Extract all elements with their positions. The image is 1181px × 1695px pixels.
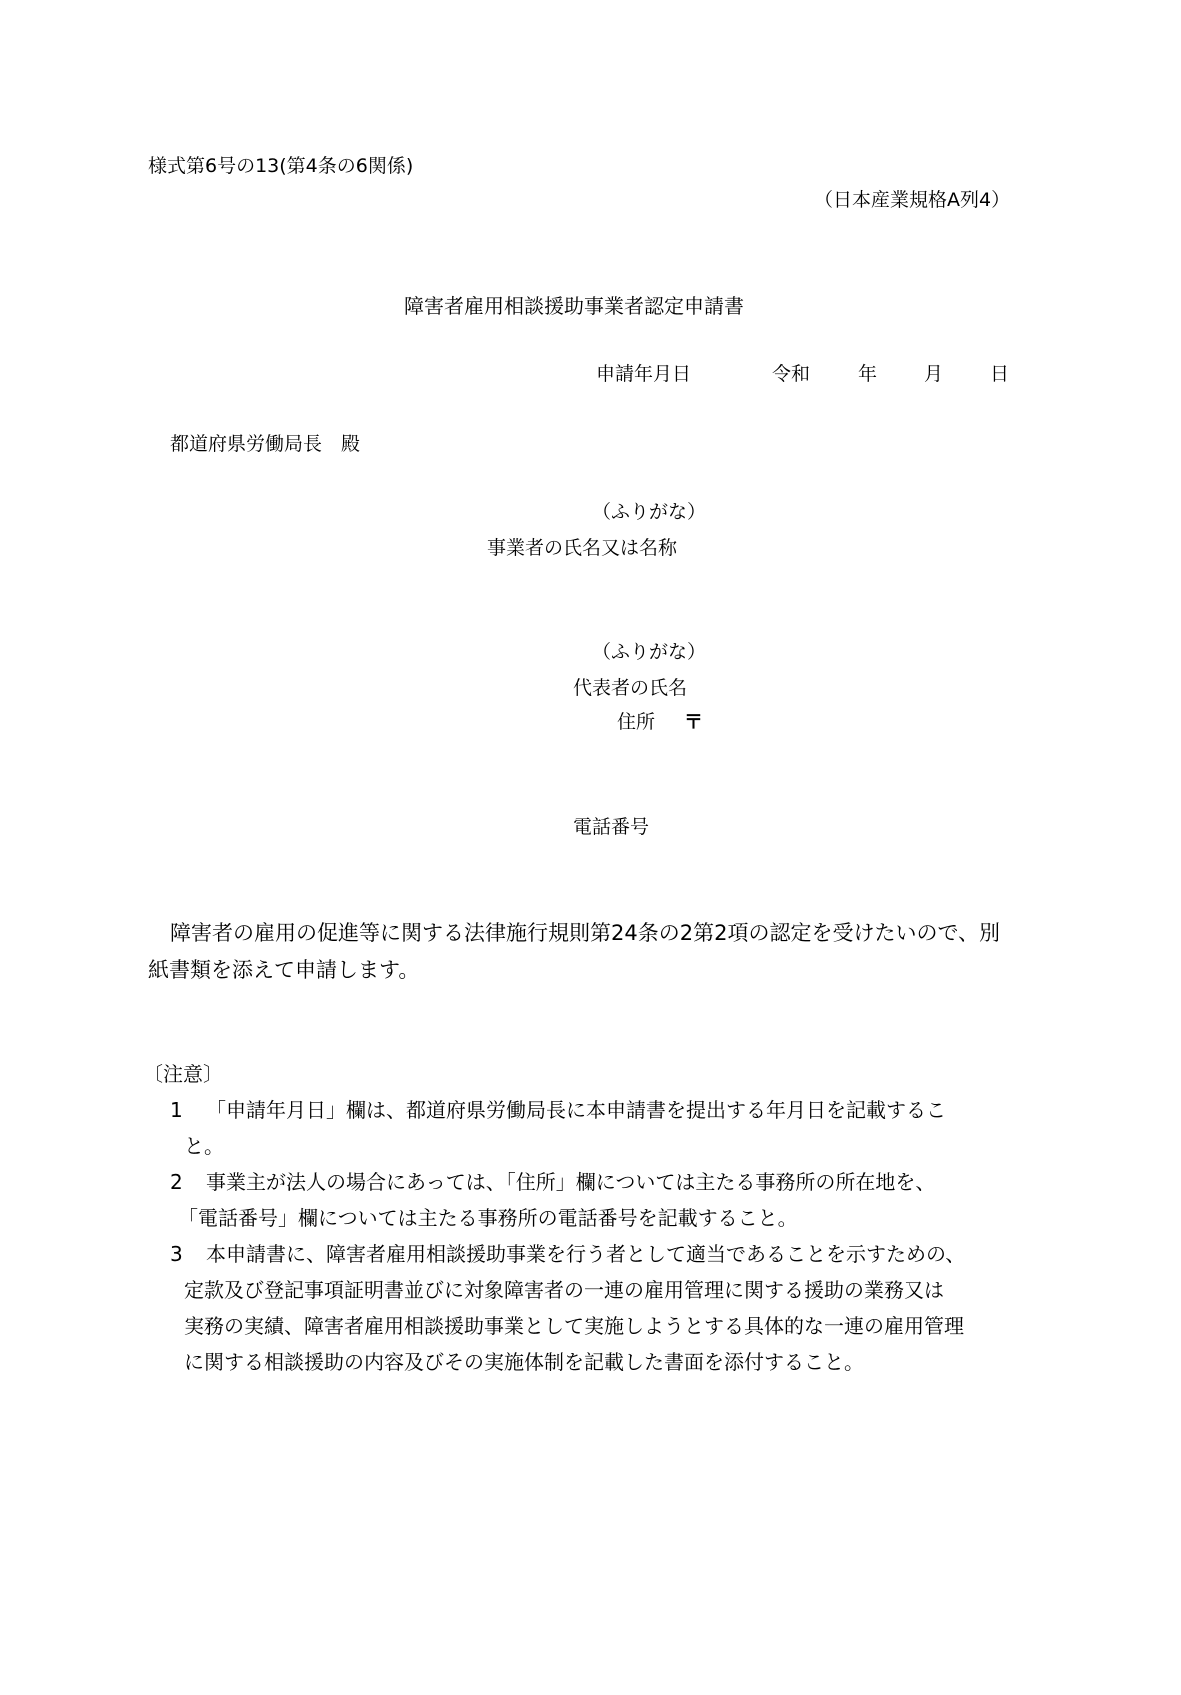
date-era: 令和 xyxy=(772,363,811,385)
address-label: 住所 xyxy=(617,711,656,733)
date-day: 日 xyxy=(990,363,1010,385)
note-text: 事業主が法人の場合にあっては、「住所」欄については主たる事務所の所在地を、 xyxy=(206,1170,936,1194)
date-label: 申請年月日 xyxy=(596,363,692,385)
note-text: 「申請年月日」欄は、都道府県労働局長に本申請書を提出する年月日を記載するこ xyxy=(206,1098,946,1122)
date-month: 月 xyxy=(924,363,944,385)
note-item xyxy=(148,1236,1038,1380)
furigana-label-representative: （ふりがな） xyxy=(592,641,707,663)
note-text: と。 xyxy=(184,1134,224,1158)
statement-line-1: 障害者の雇用の促進等に関する法律施行規則第24条の2第2項の認定を受けたいので、別 xyxy=(170,921,1001,945)
note-number: 3 xyxy=(170,1242,183,1266)
notes-heading: 〔注意〕 xyxy=(143,1062,223,1086)
note-number: 2 xyxy=(170,1170,183,1194)
note-text: 実務の実績、障害者雇用相談援助事業として実施しようとする具体的な一連の雇用管理 xyxy=(184,1314,964,1338)
note-text: 定款及び登記事項証明書並びに対象障害者の一連の雇用管理に関する援助の業務又は xyxy=(184,1278,944,1302)
note-text: に関する相談援助の内容及びその実施体制を記載した書面を添付すること。 xyxy=(184,1350,864,1374)
note-item xyxy=(148,1164,1038,1236)
paper-size: （日本産業規格A列4） xyxy=(814,189,1011,211)
representative-name-label: 代表者の氏名 xyxy=(573,677,688,699)
statement-line-2: 紙書類を添えて申請します。 xyxy=(148,958,420,982)
note-text: 「電話番号」欄については主たる事務所の電話番号を記載すること。 xyxy=(178,1206,798,1230)
postal-mark: 〒 xyxy=(684,711,704,733)
phone-label: 電話番号 xyxy=(573,816,650,838)
business-name-label: 事業者の氏名又は名称 xyxy=(487,537,678,559)
furigana-label-business: （ふりがな） xyxy=(592,501,707,523)
note-number: 1 xyxy=(170,1098,183,1122)
document-title: 障害者雇用相談援助事業者認定申請書 xyxy=(404,294,744,318)
note-item xyxy=(148,1092,1038,1164)
addressee: 都道府県労働局長 殿 xyxy=(170,433,361,455)
note-text: 本申請書に、障害者雇用相談援助事業を行う者として適当であることを示すための、 xyxy=(206,1242,966,1266)
application-statement xyxy=(148,915,1038,989)
date-year: 年 xyxy=(858,363,878,385)
form-number: 様式第6号の13(第4条の6関係) xyxy=(148,155,414,177)
